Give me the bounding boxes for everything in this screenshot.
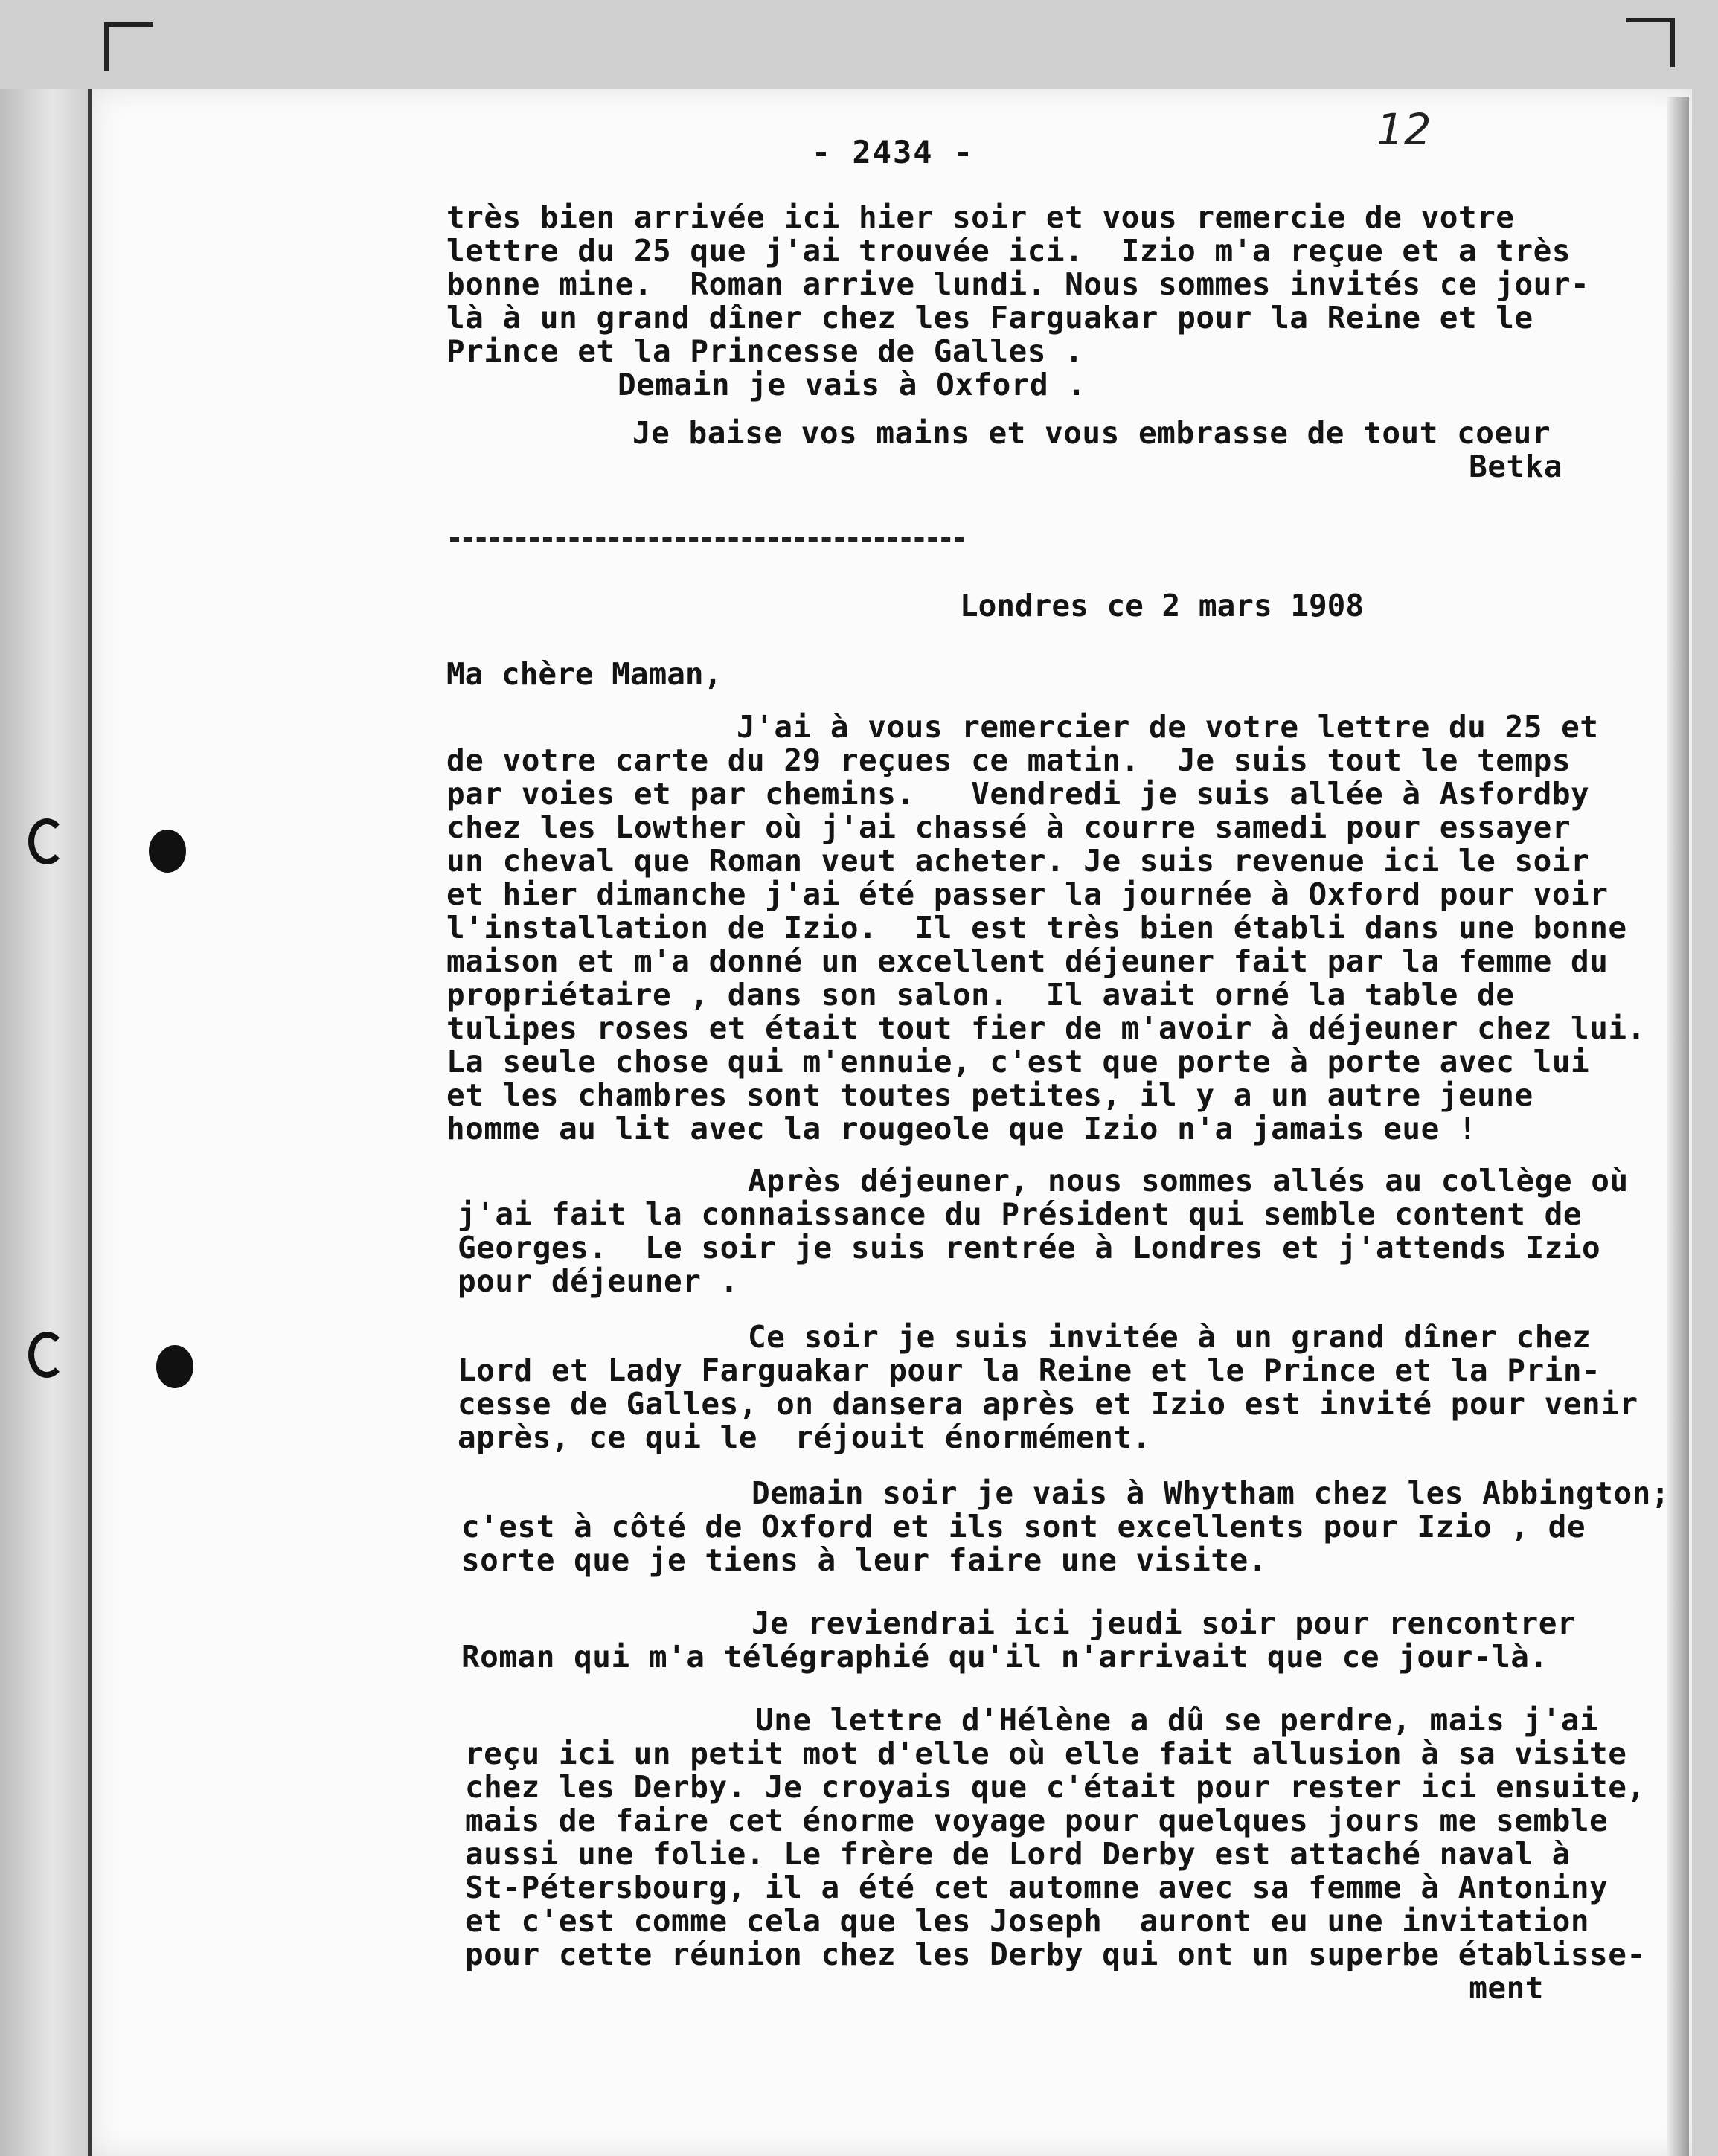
- paragraph: [458, 1321, 1678, 1454]
- letter-divider: [450, 537, 964, 542]
- signature: Betka: [1469, 449, 1562, 484]
- crop-mark-top-left: [104, 22, 153, 71]
- text-line: j'ai fait la connaissance du Président qui semble content de: [458, 1196, 1583, 1232]
- text-line: un cheval que Roman veut acheter. Je suis revenue ici le soir: [446, 843, 1590, 879]
- crop-mark-top-right: [1626, 18, 1675, 67]
- text-line: chez les Lowther où j'ai chassé à courre samedi pour essayer: [446, 809, 1571, 845]
- text-line: Je reviendrai ici jeudi soir pour rencontrer: [751, 1605, 1577, 1641]
- text-line: pour déjeuner .: [458, 1263, 739, 1299]
- text-line: ment: [1469, 1970, 1544, 2006]
- binder-strip: [0, 89, 88, 2156]
- text-line: bonne mine. Roman arrive lundi. Nous sommes invités ce jour-: [446, 266, 1590, 302]
- paragraph: [465, 1704, 1685, 2005]
- text-line: et les chambres sont toutes petites, il y a un autre jeune: [446, 1077, 1533, 1113]
- text-line: Roman qui m'a télégraphié qu'il n'arrivait que ce jour-là.: [461, 1639, 1548, 1675]
- punch-hole-icon: [156, 1345, 193, 1388]
- text-line: Après déjeuner, nous sommes allés au collège où: [748, 1163, 1629, 1199]
- paragraph: [461, 1607, 1682, 1674]
- text-line: cesse de Galles, on dansera après et Izio est invité pour venir: [458, 1386, 1638, 1422]
- paragraph: [461, 1477, 1682, 1577]
- text-line: Prince et la Princesse de Galles .: [446, 333, 1084, 369]
- text-line: mais de faire cet énorme voyage pour quelques jours me semble: [465, 1803, 1609, 1838]
- text-line: chez les Derby. Je croyais que c'était pour rester ici ensuite,: [465, 1769, 1646, 1805]
- text-line: Georges. Le soir je suis rentrée à Londres et j'attends Izio: [458, 1230, 1601, 1265]
- text-line: tulipes roses et était tout fier de m'avoir à déjeuner chez lui.: [446, 1010, 1646, 1046]
- text-line: et c'est comme cela que les Joseph auront eu une invitation: [465, 1903, 1590, 1939]
- text-line: très bien arrivée ici hier soir et vous remercie de votre: [446, 199, 1515, 235]
- text-line: par voies et par chemins. Vendredi je suis allée à Asfordby: [446, 776, 1590, 812]
- text-line: lettre du 25 que j'ai trouvée ici. Izio m'a reçue et a très: [446, 233, 1571, 269]
- spacer: [446, 402, 1667, 417]
- text-line: et hier dimanche j'ai été passer la journée à Oxford pour voir: [446, 876, 1609, 912]
- text-line: St-Pétersbourg, il a été cet automne avec sa femme à Antoniny: [465, 1870, 1609, 1905]
- text-line: Lord et Lady Farguakar pour la Reine et le Prince et la Prin-: [458, 1353, 1601, 1388]
- text-line: La seule chose qui m'ennuie, c'est que porte à porte avec lui: [446, 1044, 1590, 1079]
- text-line: aussi une folie. Le frère de Lord Derby est attaché naval à: [465, 1836, 1571, 1872]
- salutation: Ma chère Maman,: [446, 656, 722, 692]
- paragraph: [458, 1164, 1678, 1298]
- page-number: - 2434 -: [811, 134, 975, 170]
- text-line: Ce soir je suis invitée à un grand dîner chez: [748, 1319, 1592, 1355]
- closing-line: Je baise vos mains et vous embrasse de tout coeur: [632, 415, 1551, 451]
- text-line: propriétaire , dans son salon. Il avait orné la table de: [446, 977, 1515, 1013]
- punch-hole-icon: [28, 1332, 65, 1378]
- handwritten-folio-number: 12: [1376, 104, 1432, 155]
- text-line: J'ai à vous remercier de votre lettre du 25 et: [737, 709, 1599, 745]
- paragraph: [446, 710, 1667, 1146]
- text-line: homme au lit avec la rougeole que Izio n'a jamais eue !: [446, 1111, 1478, 1146]
- text-line: après, ce qui le réjouit énormément.: [458, 1419, 1151, 1455]
- text-line: Demain je vais à Oxford .: [618, 367, 1086, 402]
- text-line: c'est à côté de Oxford et ils sont excellents pour Izio , de: [461, 1509, 1586, 1544]
- dateline: Londres ce 2 mars 1908: [960, 588, 1365, 623]
- punch-hole-icon: [28, 818, 65, 864]
- text-line: reçu ici un petit mot d'elle où elle fait allusion à sa visite: [465, 1736, 1627, 1771]
- text-line: là à un grand dîner chez les Farguakar pour la Reine et le: [446, 300, 1533, 336]
- text-line: Une lettre d'Hélène a dû se perdre, mais j'ai: [755, 1702, 1599, 1738]
- punch-hole-icon: [149, 830, 186, 873]
- text-line: maison et m'a donné un excellent déjeuner fait par la femme du: [446, 943, 1609, 979]
- text-line: pour cette réunion chez les Derby qui ont un superbe établisse-: [465, 1937, 1646, 1972]
- text-line: l'installation de Izio. Il est très bien établi dans une bonne: [446, 910, 1627, 946]
- text-line: Demain soir je vais à Whytham chez les Abbington;: [751, 1475, 1670, 1511]
- previous-letter-text: [446, 201, 1667, 484]
- text-line: sorte que je tiens à leur faire une visite.: [461, 1542, 1267, 1578]
- text-line: de votre carte du 29 reçues ce matin. Je suis tout le temps: [446, 742, 1571, 778]
